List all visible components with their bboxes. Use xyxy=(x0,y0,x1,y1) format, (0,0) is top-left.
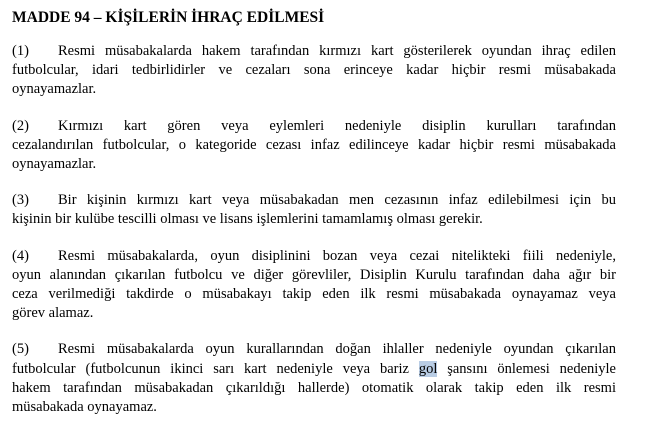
paragraph-2-line-2: cezalandırılan futbolcular, o kategoride cezası infaz edilinceye kadar hiçbir resmi müsabakada xyxy=(12,136,616,153)
paragraph-5-line-4: müsabakada oynayamaz. xyxy=(12,399,157,416)
paragraph-4 xyxy=(12,247,616,324)
line-text-after: şansını önlemesi nedeniyle xyxy=(437,360,616,377)
paragraph-2 xyxy=(12,117,616,175)
paragraph-1-line-1 xyxy=(12,42,616,61)
paragraph-number: (4) xyxy=(12,247,29,264)
paragraph-5-line-1 xyxy=(12,340,616,359)
paragraph-4-line-1 xyxy=(12,247,616,266)
line-text-before: futbolcular (futbolcunun ikinci sarı kart nedeniyle veya bariz xyxy=(12,360,419,377)
paragraph-3 xyxy=(12,191,616,229)
paragraph-1 xyxy=(12,42,616,100)
paragraph-number: (3) xyxy=(12,192,29,209)
paragraph-number: (5) xyxy=(12,341,29,358)
paragraph-number: (1) xyxy=(12,43,29,59)
paragraph-4-line-4: görev alamaz. xyxy=(12,305,94,322)
paragraph-number: (2) xyxy=(12,117,29,134)
paragraph-text: Kırmızı kart gören veya eylemleri nedeniyle disiplin kurulları tarafından xyxy=(58,117,616,134)
paragraph-3-line-1 xyxy=(12,191,616,210)
paragraph-2-line-3: oynayamazlar. xyxy=(12,156,97,173)
paragraph-1-line-2: futbolcular, idari tedbirlidirler ve cezaları sona erinceye kadar hiçbir resmi müsabakada xyxy=(12,62,616,79)
paragraph-4-line-2: oyun alanından çıkarılan futbolcu ve diğer görevliler, Disiplin Kurulu tarafından daha ağır bir xyxy=(12,266,616,283)
paragraph-1-line-3: oynayamazlar. xyxy=(12,81,97,98)
selected-word-highlight[interactable]: gol xyxy=(418,360,438,377)
paragraph-5 xyxy=(12,340,616,417)
paragraph-2-line-1 xyxy=(12,117,616,136)
paragraph-4-line-3: ceza verilmediği takdirde o müsabakayı takip eden ilk resmi müsabakada oynayamaz veya xyxy=(12,286,616,303)
article-title: MADDE 94 – KİŞİLERİN İHRAÇ EDİLMESİ xyxy=(12,9,325,26)
paragraph-5-line-2 xyxy=(12,360,616,379)
paragraph-5-line-3: hakem tarafından müsabakadan çıkarıldığı hallerde) otomatik olarak takip eden ilk resmi xyxy=(12,379,616,396)
paragraph-text: Resmi müsabakalarda oyun kurallarından doğan ihlaller nedeniyle oyundan çıkarılan xyxy=(58,341,616,358)
paragraph-text: Resmi müsabakalarda hakem tarafından kırmızı kart gösterilerek oyundan ihraç edilen xyxy=(58,43,616,59)
document-page xyxy=(12,8,616,434)
paragraph-text: Resmi müsabakalarda, oyun disiplinini bozan veya cezai nitelikteki fiili nedeniyle, xyxy=(58,247,616,264)
paragraph-text: Bir kişinin kırmızı kart veya müsabakadan men cezasının infaz edilebilmesi için bu xyxy=(58,192,616,209)
paragraph-3-line-2: kişinin bir kulübe tescilli olması ve lisans işlemlerini tamamlamış olması gerekir. xyxy=(12,211,483,228)
